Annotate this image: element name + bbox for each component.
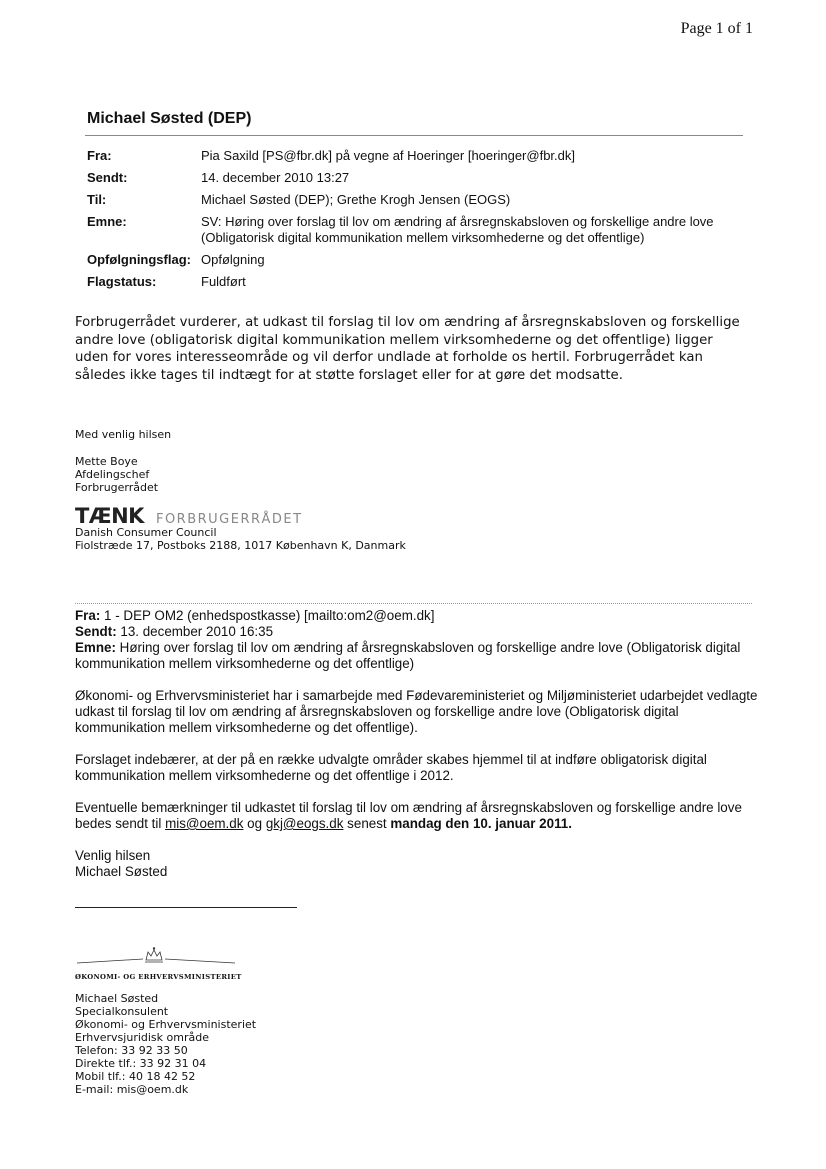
fwd-sent: Sendt: 13. december 2010 16:35: [75, 624, 274, 639]
header-row-from: [87, 148, 747, 164]
sender-signature-line: Mobil tlf.: 40 18 42 52: [75, 1070, 196, 1083]
header-row-flag-status: [87, 274, 747, 290]
ministry-logo: [75, 946, 255, 981]
sender-signature-line: Telefon: 33 92 33 50: [75, 1044, 188, 1057]
email-link-gkj[interactable]: gkj@eogs.dk: [265, 816, 344, 831]
header-value: Fuldført: [201, 274, 246, 289]
header-label: Sendt:: [87, 170, 128, 185]
signature-name: Mette Boye: [75, 455, 138, 468]
fwd-paragraph-1: Økonomi- og Erhvervsministeriet har i samarbejde med Fødevareministeriet og Miljøministeriet udarbejdet vedlagte udkast til forslag til lov om ændring af årsregnskabsloven og forskellige andre love (Obligatorisk digital kommunikation mellem virksomhederne og det offentlige).: [75, 688, 758, 735]
reply-signature: [75, 455, 158, 494]
fwd-paragraph-2: Forslaget indebærer, at der på en række udvalgte områder skabes hjemmel til at indføre obligatorisk digital kommunikation mellem virksomhederne og det offentlige i 2012.: [75, 752, 707, 783]
crown-icon: [75, 946, 245, 966]
header-row-followup-flag: [87, 252, 747, 268]
sender-signature-line: Direkte tlf.: 33 92 31 04: [75, 1057, 207, 1070]
title-divider: [85, 135, 743, 136]
deadline: mandag den 10. januar 2011: [390, 816, 569, 831]
signature-org: Forbrugerrådet: [75, 481, 159, 494]
email-title: Michael Søsted (DEP): [87, 110, 252, 127]
header-value: 14. december 2010 13:27: [201, 170, 350, 185]
org-english-name: Danish Consumer Council: [75, 526, 217, 539]
sender-signature-line: Økonomi- og Erhvervsministeriet: [75, 1018, 257, 1031]
signature-line: [75, 907, 297, 908]
page-number: Page 1 of 1: [680, 20, 753, 37]
sender-signature: [75, 992, 256, 1096]
sender-signature-line: Erhvervsjuridisk område: [75, 1031, 209, 1044]
org-address: Fiolstræde 17, Postboks 2188, 1017 København K, Danmark: [75, 539, 406, 552]
header-label: Flagstatus:: [87, 274, 157, 289]
header-value: Opfølgning: [201, 252, 265, 267]
ministry-logo-text: ØKONOMI- OG ERHVERVSMINISTERIET: [75, 973, 242, 981]
taenk-logo-org: FORBRUGERRÅDET: [155, 512, 303, 527]
header-value: Michael Søsted (DEP); Grethe Krogh Jensen (EOGS): [201, 192, 511, 207]
sender-signature-line: Specialkonsulent: [75, 1005, 169, 1018]
fwd-closing: Venlig hilsen: [75, 848, 151, 863]
fwd-paragraph-3: Eventuelle bemærkninger til udkastet til forslag til lov om ændring af årsregnskabsloven og forskellige andre love bedes sendt til mis@oem.dk og gkj@eogs.dk senest mandag den 10. januar 2011.: [75, 800, 742, 831]
taenk-logo-text: TÆNK: [75, 504, 144, 528]
header-label: Til:: [87, 192, 107, 207]
forwarded-message: [75, 608, 765, 880]
sender-signature-line: Michael Søsted: [75, 992, 159, 1005]
header-value: Pia Saxild [PS@fbr.dk] på vegne af Hoeringer [hoeringer@fbr.dk]: [201, 148, 575, 163]
fwd-from: Fra: 1 - DEP OM2 (enhedspostkasse) [mailto:om2@oem.dk]: [75, 608, 435, 623]
header-row-to: [87, 192, 747, 208]
signature-title: Afdelingschef: [75, 468, 150, 481]
fwd-subject: Emne: Høring over forslag til lov om ændring af årsregnskabsloven og forskellige andre love (Obligatorisk digital kommunikation mellem virksomhederne og det offentlige): [75, 640, 741, 671]
header-value: SV: Høring over forslag til lov om ændring af årsregnskabsloven og forskellige andre love (Obligatorisk digital kommunikation mellem virksomhederne og det offentlige): [201, 214, 714, 245]
header-label: Fra:: [87, 148, 112, 163]
header-label: Opfølgningsflag:: [87, 252, 191, 267]
org-contact: [75, 526, 406, 552]
header-label: Emne:: [87, 214, 127, 229]
header-row-subject: [87, 214, 747, 246]
forward-divider: [75, 603, 752, 604]
reply-closing: Med venlig hilsen: [75, 428, 172, 441]
email-link-mis[interactable]: mis@oem.dk: [165, 816, 244, 831]
sender-signature-line: E-mail: mis@oem.dk: [75, 1083, 189, 1096]
taenk-logo: [75, 504, 303, 528]
fwd-closing-name: Michael Søsted: [75, 864, 168, 879]
header-row-sent: [87, 170, 747, 186]
email-header: [87, 148, 747, 296]
reply-body: Forbrugerrådet vurderer, at udkast til forslag til lov om ændring af årsregnskabsloven og forskellige andre love (obligatorisk digital kommunikation mellem virksomhederne og det offentlige) ligger uden for vores interesseområde og vil derfor undlade at forholde os hertil. Forbrugerrådet kan således ikke tages til indtægt for at støtte forslaget eller for at gøre det modsatte.: [75, 315, 740, 383]
